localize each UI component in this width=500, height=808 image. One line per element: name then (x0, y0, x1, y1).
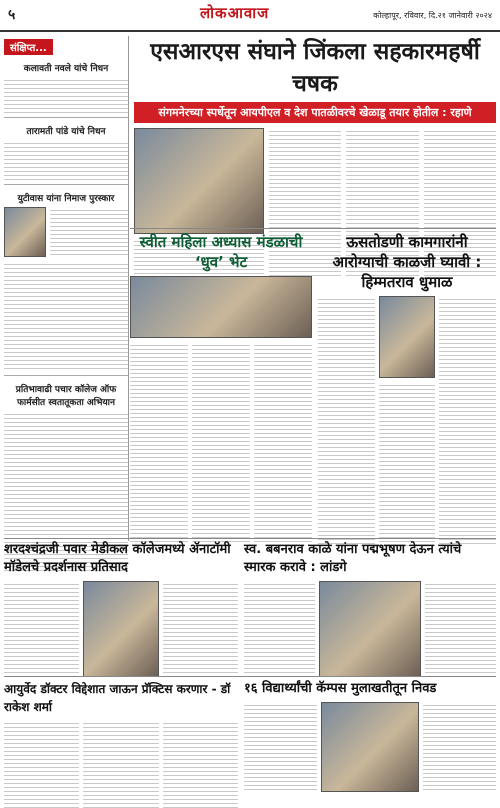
brief-body (4, 140, 128, 180)
story-headline: स्व. बबनराव काळे यांना पद्मभूषण देऊन त्यांचे स्मारक करावे : लांडगे (244, 542, 462, 575)
story-headline: स्वीत महिला अध्यास मंडळाची ‘धुव’ भेट (139, 233, 303, 271)
brief-title: तारामती पांडे यांचे निधन (26, 127, 106, 137)
brief-photo (4, 207, 46, 257)
story-column (244, 581, 315, 675)
briefs-sidebar (4, 36, 129, 541)
brief-body (4, 261, 128, 371)
divider (130, 228, 496, 229)
story-ayurveda-doctors (4, 680, 238, 808)
story-headline: १६ विद्यार्थ्यांची कॅम्पस मुलाखतीतून निवड (244, 681, 437, 696)
brief-body (4, 77, 128, 113)
story-column (379, 382, 436, 548)
story-sugarcane-workers (318, 232, 496, 548)
story-column (163, 581, 238, 675)
story-column (192, 342, 250, 542)
story-women-association (130, 232, 312, 542)
lead-headline: एसआरएस संघाने जिंकला सहकारमहर्षी चषक (150, 39, 480, 97)
brief-title: प्रतिभावाढी पचार कॉलेज ऑफ फार्मसीत स्वतातूकता अभियान (15, 385, 117, 408)
divider (4, 184, 128, 185)
brief-title: युटीवास यांना निमाज पुरस्कार (17, 194, 115, 204)
newspaper-logo: लोकआवाज (200, 4, 270, 22)
story-campus-interviews (244, 680, 496, 792)
story-column (4, 581, 79, 675)
story-photo (319, 581, 421, 677)
brief-title: कलावती नवले यांचे निधन (23, 64, 109, 74)
divider (4, 375, 128, 376)
story-photo (321, 702, 418, 792)
brief-body (50, 207, 128, 255)
story-headline: ऊसतोडणी कामगारांनी आरोग्याची काळजी घ्यावी : हिम्मतराव धुमाळ (332, 233, 482, 291)
story-column (318, 296, 375, 546)
story-column (244, 702, 317, 790)
page-number: ५ (8, 7, 16, 23)
story-column (423, 702, 496, 790)
briefs-tag: संक्षिप्त... (4, 39, 53, 55)
story-headline: शरदश्चंद्रजी पवार मेडीकल कॉलेजमध्ये ॲनाटॉमी मॉडेलचे प्रदर्शनास प्रतिसाद (4, 542, 231, 575)
lead-photo (134, 128, 264, 234)
story-column (439, 296, 496, 546)
masthead (0, 0, 500, 32)
story-photo (379, 296, 436, 378)
dateline: कोल्हापूर, रविवार, दि.२१ जानेवारी २०२४ (373, 11, 492, 20)
story-medical-college (4, 541, 238, 677)
story-photo (83, 581, 160, 677)
lead-strap: संगमनेरच्या स्पर्धेतून आयपीएल व देश पातळीवरचे खेळाडू तयार होतील : रहाणे (134, 102, 496, 123)
divider (4, 538, 496, 539)
story-photo (130, 276, 312, 338)
story-column (130, 342, 188, 542)
story-headline: आयुर्वेद डॉक्टर विद्देशात जाऊन प्रॅक्टिस करणार - डॉ राकेश शर्मा (4, 682, 231, 714)
divider (4, 117, 128, 118)
divider (4, 676, 496, 677)
story-column (425, 581, 496, 675)
story-column (254, 342, 312, 542)
story-babanrao-kale (244, 541, 496, 677)
